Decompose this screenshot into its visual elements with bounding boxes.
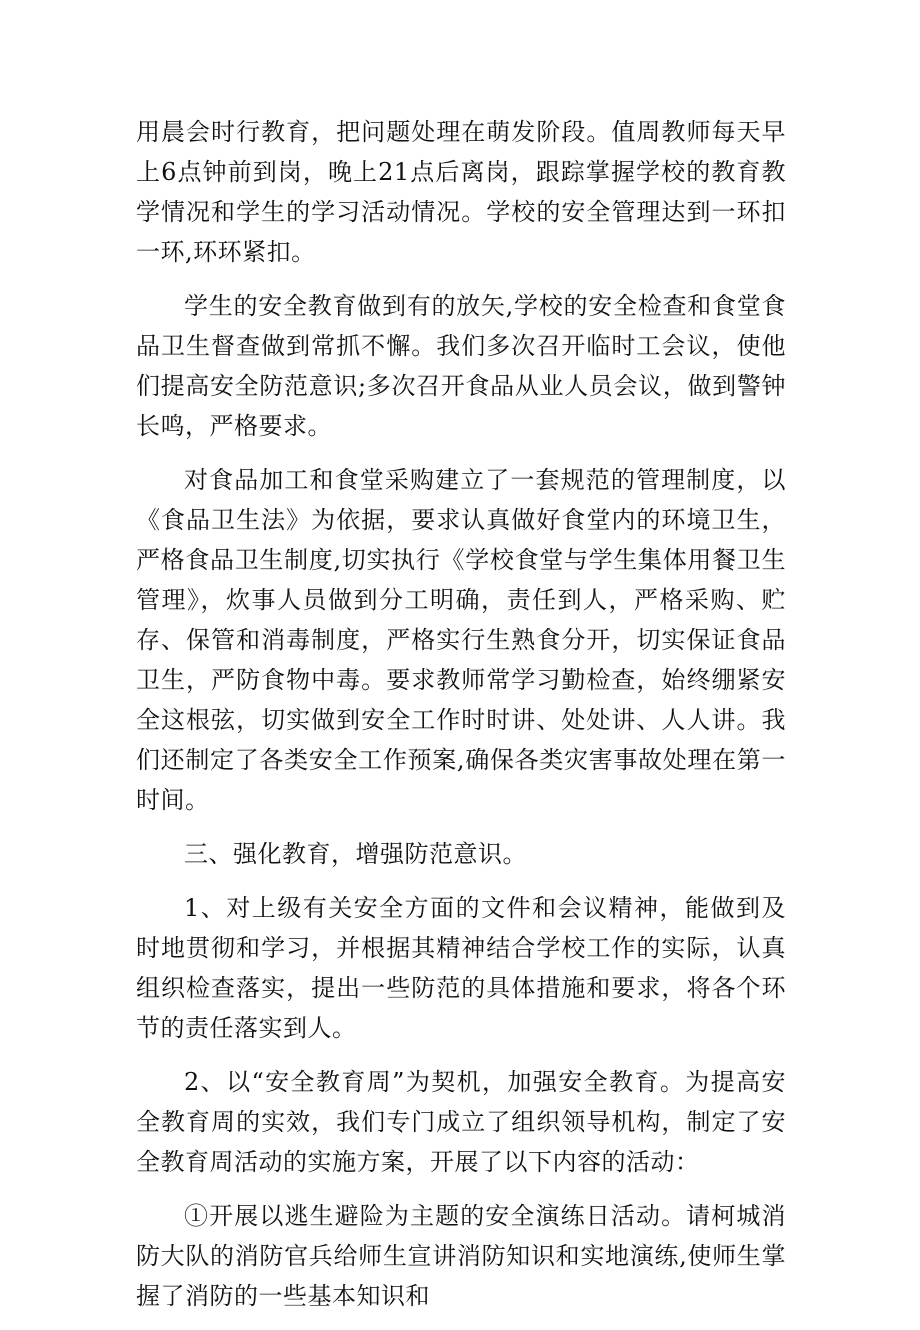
paragraph-sub-item-1: ①开展以逃生避险为主题的安全演练日活动。请柯城消防大队的消防官兵给师生宣讲消防知识和实地演练,使师生掌握了消防的一些基本知识和 <box>136 1202 786 1310</box>
section-heading-three: 三、强化教育，增强防范意识。 <box>184 840 527 868</box>
paragraph-continuation: 用晨会时行教育，把问题处理在萌发阶段。值周教师每天早上6点钟前到岗，晚上21点后离岗，跟踪掌握学校的教育教学情况和学生的学习活动情况。学校的安全管理达到一环扣一环,环环紧扣。 <box>136 118 786 266</box>
document-body <box>136 112 786 1330</box>
paragraph-food-management: 对食品加工和食堂采购建立了一套规范的管理制度，以《食品卫生法》为依据，要求认真做好食堂内的环境卫生，严格食品卫生制度,切实执行《学校食堂与学生集体用餐卫生管理》，炊事人员做到分工明确，责任到人，严格采购、贮存、保管和消毒制度，严格实行生熟食分开，切实保证食品卫生，严防食物中毒。要求教师常学习勤检查，始终绷紧安全这根弦，切实做到安全工作时时讲、处处讲、人人讲。我们还制定了各类安全工作预案,确保各类灾害事故处理在第一时间。 <box>136 466 786 814</box>
paragraph-item-1: 1、对上级有关安全方面的文件和会议精神，能做到及时地贯彻和学习，并根据其精神结合学校工作的实际，认真组织检查落实，提出一些防范的具体措施和要求，将各个环节的责任落实到人。 <box>136 894 786 1042</box>
paragraph-item-2: 2、以“安全教育周”为契机，加强安全教育。为提高安全教育周的实效，我们专门成立了组织领导机构，制定了安全教育周活动的实施方案，开展了以下内容的活动： <box>136 1068 786 1176</box>
paragraph-safety-education: 学生的安全教育做到有的放矢,学校的安全检查和食堂食品卫生督查做到常抓不懈。我们多次召开临时工会议，使他们提高安全防范意识;多次召开食品从业人员会议，做到警钟长鸣，严格要求。 <box>136 292 786 440</box>
